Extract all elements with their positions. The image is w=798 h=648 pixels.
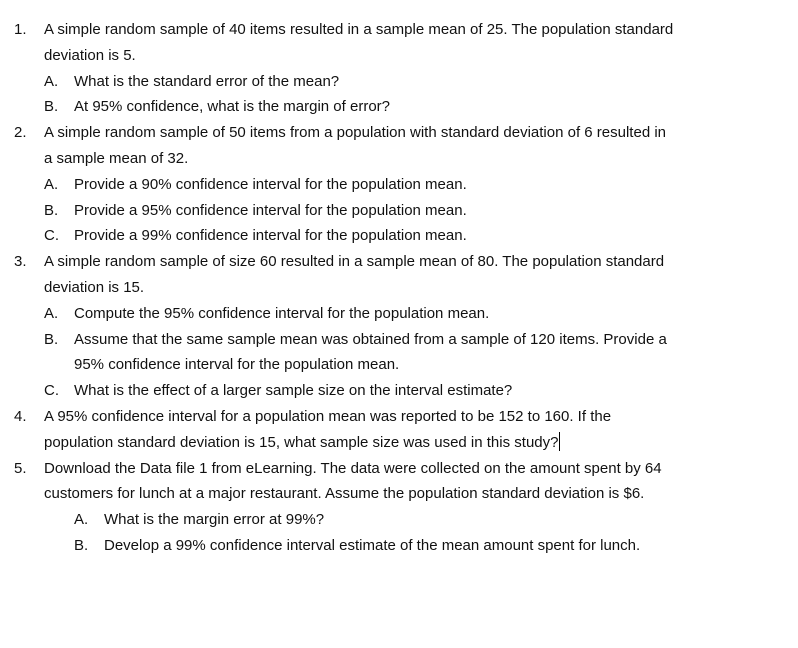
question-number: 2. [14,124,27,142]
question-number: 5. [14,459,27,477]
subquestion-label: C. [44,227,59,245]
question-text: customers for lunch at a major restaurant. Assume the population standard deviation is $6. [44,485,645,503]
subquestion-label: B. [44,98,59,116]
subquestion-text: 95% confidence interval for the population mean. [74,356,400,374]
subquestion-text: Assume that the same sample mean was obtained from a sample of 120 items. Provide a [74,330,667,348]
question-line [0,481,798,507]
subquestion-label: A. [44,72,59,90]
subquestion [0,94,798,120]
subquestion-text: What is the standard error of the mean? [74,72,340,90]
subquestion-text: Develop a 99% confidence interval estimate of the mean amount spent for lunch. [104,536,641,554]
subquestion-text: What is the effect of a larger sample size on the interval estimate? [74,382,513,400]
question-text: Download the Data file 1 from eLearning. The data were collected on the amount spent by 64 [44,459,662,477]
question-line [0,430,798,456]
subquestion-label: C. [44,382,59,400]
subquestion [0,69,798,95]
subquestion-text: Provide a 99% confidence interval for the population mean. [74,227,467,245]
subquestion [0,507,798,533]
question-text-with-cursor [44,430,560,456]
question-text: a sample mean of 32. [44,149,189,167]
question-text: A 95% confidence interval for a population mean was reported to be 152 to 160. If the [44,407,612,425]
subquestion [0,378,798,404]
subquestion [0,301,798,327]
question-5 [0,456,798,559]
text-cursor [559,432,560,451]
question-1 [0,17,798,120]
subquestion-text: Provide a 90% confidence interval for the population mean. [74,175,467,193]
subquestion-text: At 95% confidence, what is the margin of error? [74,98,390,116]
question-line [0,404,798,430]
subquestion-text: Compute the 95% confidence interval for the population mean. [74,304,490,322]
question-text: A simple random sample of size 60 resulted in a sample mean of 80. The population standard [44,253,665,271]
question-3 [0,249,798,404]
question-text: A simple random sample of 40 items resulted in a sample mean of 25. The population standard [44,21,674,38]
question-text: deviation is 15. [44,278,145,296]
subquestion-continuation [0,352,798,378]
subquestion [0,223,798,249]
subquestion-label: A. [44,175,59,193]
subquestion-label: A. [44,304,59,322]
question-text: A simple random sample of 50 items from a population with standard deviation of 6 resulted in [44,124,667,142]
subquestion [0,533,798,559]
question-line [0,43,798,69]
question-4 [0,404,798,456]
question-line [0,456,798,482]
question-line [0,275,798,301]
question-number: 1. [14,21,27,38]
question-line [0,120,798,146]
question-text: population standard deviation is 15, what sample size was used in this study? [44,433,559,451]
question-line [0,17,798,43]
subquestion-label: B. [44,330,59,348]
subquestion [0,327,798,353]
subquestion [0,198,798,224]
subquestion-label: B. [74,536,89,554]
subquestion-text: Provide a 95% confidence interval for the population mean. [74,201,467,219]
question-text: deviation is 5. [44,46,136,64]
question-line [0,146,798,172]
subquestion [0,172,798,198]
question-number: 3. [14,253,27,271]
question-2 [0,120,798,249]
question-line [0,249,798,275]
subquestion-label: A. [74,511,89,529]
subquestion-label: B. [44,201,59,219]
document-body[interactable] [0,17,798,559]
subquestion-text: What is the margin error at 99%? [104,511,325,529]
question-number: 4. [14,407,27,425]
